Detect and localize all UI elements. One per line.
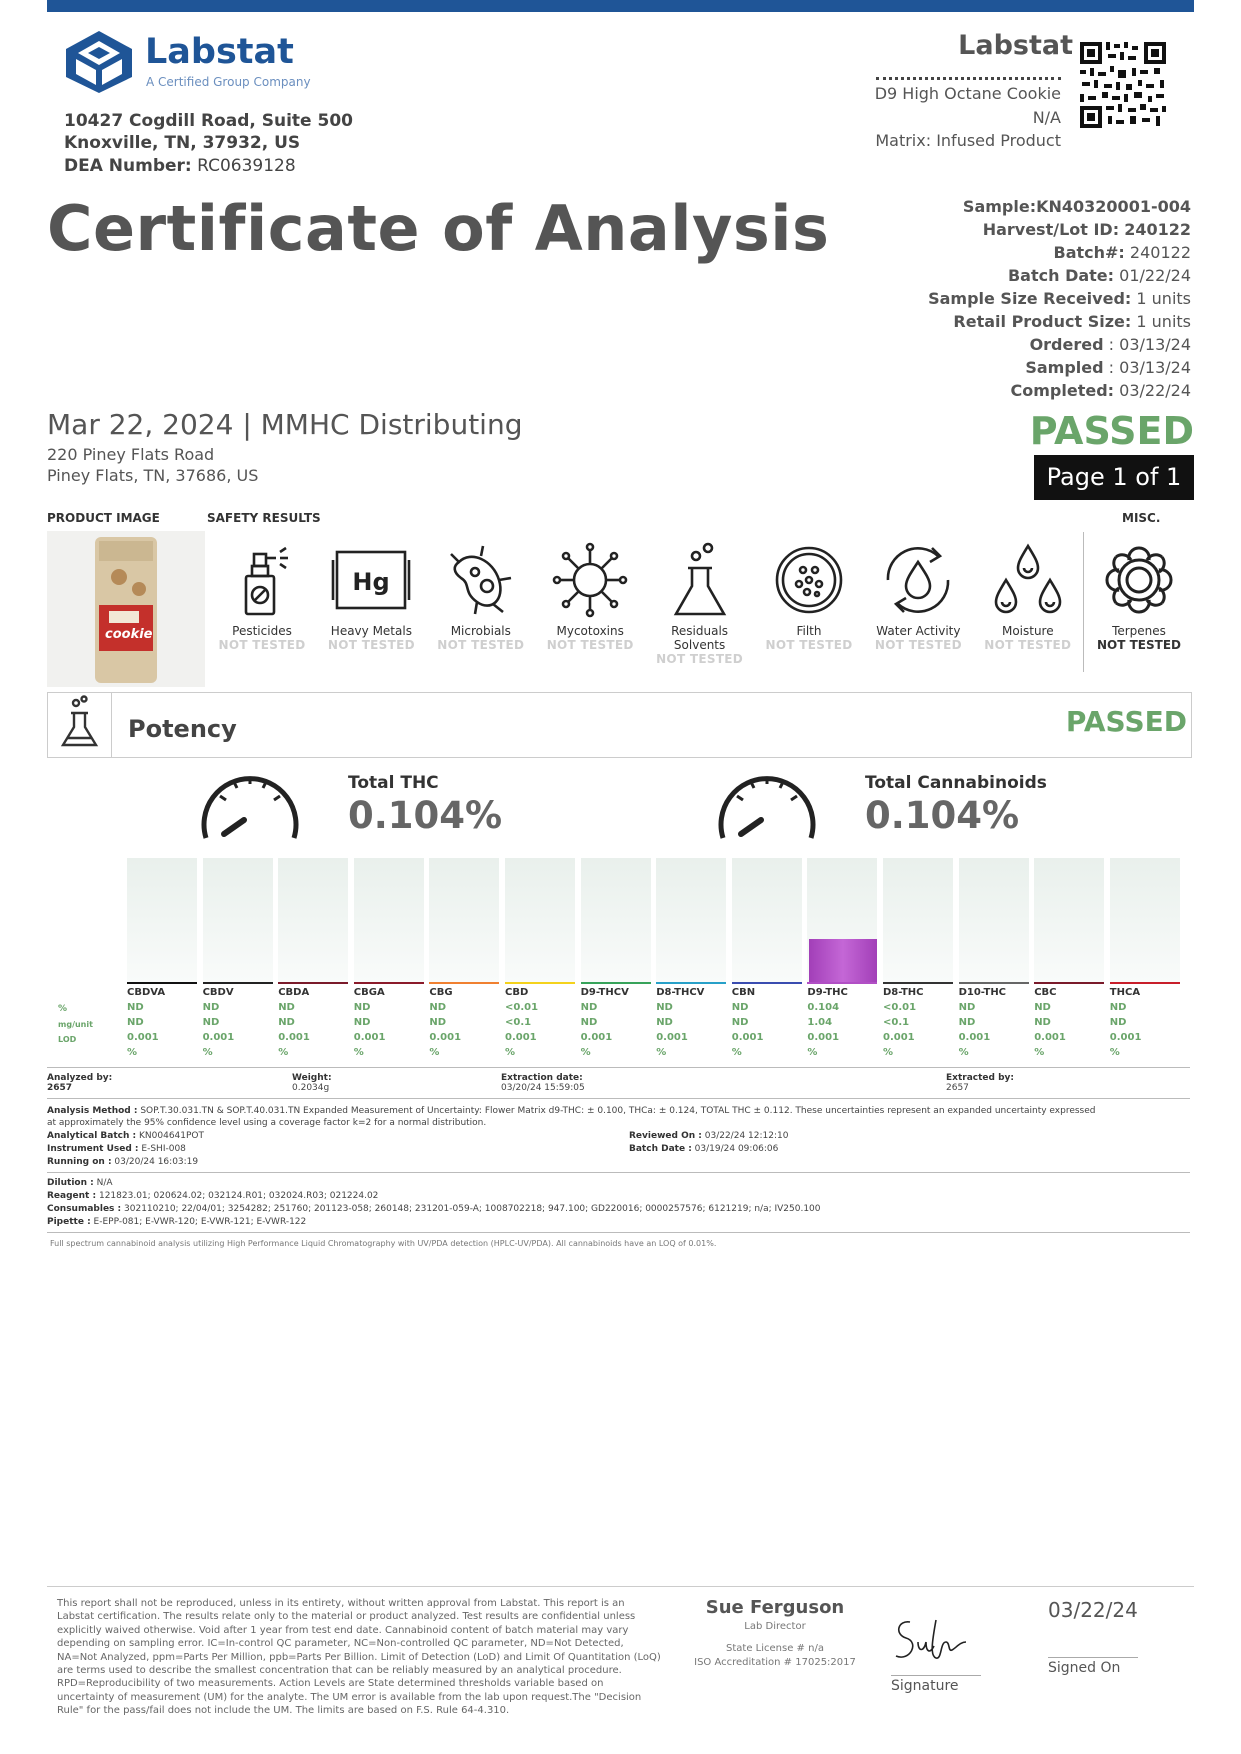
value-lod-unit: % [1034,1047,1045,1058]
lab-tagline: A Certified Group Company [146,75,311,89]
tick-label: CBN [731,987,756,998]
harvest-lot-id: Harvest/Lot ID: 240122 [982,220,1191,239]
value-pct: ND [580,1002,598,1013]
terpenes-status: NOT TESTED [1097,638,1181,652]
value-lod: 0.001 [505,1032,537,1043]
extracted-by: Extracted by: 2657 [946,1073,1014,1093]
value-lod-unit: % [958,1047,969,1058]
bar-background [505,858,575,982]
safety-result-pesticides [208,540,316,652]
value-mg: <0.1 [883,1017,910,1028]
tick-label: D9-THC [807,987,848,998]
safety-status: NOT TESTED [874,638,962,652]
potency-label: Potency [128,715,237,743]
bar-background [127,858,197,982]
safety-result-residuals-solvents [646,540,754,666]
bar-background [278,858,348,982]
bar-background [656,858,726,982]
lab-address-line2: Knoxville, TN, 37932, US [64,133,301,153]
bar-background [429,858,499,982]
bar-baseline [278,982,348,984]
footer-disclaimer: This report shall not be reproduced, unless in its entirety, without written approval from Labstat. This report is an Labstat certification. The results relate only to the material or product analyzed. Test results are confidential unless explicitly waived otherwise. Void after 1 year from test end date. Cannabinoid content of batch material may vary depending on sampling error. IC=In-control QC parameter, NC=Non-controlled QC parameter, ND=Not Detected, NA=Not Analyzed, ppm=Parts Per Million, ppb=Parts Per Billion. Limit of Detection (LoD) and Limit Of Quantitation (LoQ) are terms used to describe the smallest concentration that can be reliably measured by an analytical procedure. RPD=Reproducibility of two measurements. Action Levels are State determined thresholds variable based on uncertainty of measurement (UM) for the analyte. The UM error is available from the lab upon request.The "Decision Rule" for the pass/fail does not include the UM. The limits are based on F.S. Rule 64-4.310. [57,1598,661,1717]
value-pct: ND [429,1002,447,1013]
product-image [47,531,205,687]
method-batch-date: Batch Date : 03/19/24 09:06:06 [629,1144,779,1154]
total-cannabinoids-value: 0.104% [865,794,1020,837]
bar-background [354,858,424,982]
running-on: Running on : 03/20/24 16:03:19 [47,1157,199,1167]
sample-size: Sample Size Received: 1 units [928,289,1191,308]
total-thc-label: Total THC [348,773,439,793]
value-mg: ND [278,1017,295,1028]
safety-name: Mycotoxins [556,624,624,638]
analysis-method: Analysis Method : SOP.T.30.031.TN & SOP.T.40.031.TN Expanded Measurement of Uncertainty: Flower Matrix d9-THC: ± 0.100, THCa: ± 0.124, TOTAL THC ± 0.112. These uncertainties represent an expanded uncertainty expressed at approximately the 95% confidence level using a coverage factor k=2 for a normal distribution. [47,1106,1096,1128]
flask-icon [660,540,740,620]
handwritten-signature [890,1612,970,1668]
value-mg: ND [429,1017,447,1028]
value-mg: ND [127,1017,144,1028]
signer-name: Sue Ferguson [705,1597,845,1618]
batch-number: Batch#: 240122 [1053,243,1191,262]
safety-name: Microbials [450,624,511,638]
value-mg: <0.1 [505,1017,532,1028]
safety-status: NOT TESTED [546,638,634,652]
row-label-pct: % [58,1004,68,1014]
bar-baseline [581,982,651,984]
total-cannabinoids-gauge-icon [715,766,819,846]
bar-baseline [883,982,953,984]
safety-result-microbials [427,540,535,652]
value-lod: 0.001 [353,1032,386,1043]
tick-label: CBGA [353,987,385,998]
bar-baseline [505,982,575,984]
virus-icon [550,540,630,620]
safety-name: Heavy Metals [330,624,412,638]
value-lod: 0.001 [127,1032,159,1043]
value-lod-unit: % [580,1047,591,1058]
value-mg: ND [731,1017,749,1028]
potency-status: PASSED [1065,705,1187,738]
value-lod: 0.001 [958,1032,991,1043]
tick-label: CBDVA [127,987,166,998]
reagent: Reagent : 121823.01; 020624.02; 032124.R01; 032024.R03; 021224.02 [47,1191,379,1201]
potency-header [47,692,1192,758]
state-license: State License # n/a [726,1643,824,1654]
bar-baseline [732,982,802,984]
value-lod-unit: % [505,1047,516,1058]
petri-dish-icon [769,540,849,620]
reviewed-on: Reviewed On : 03/22/24 12:12:10 [629,1131,789,1141]
value-lod-unit: % [429,1047,440,1058]
cookie-package-icon [47,531,205,687]
footer-divider [47,1586,1194,1587]
value-pct: ND [958,1002,976,1013]
tick-label: CBD [505,987,529,998]
top-accent-bar [47,0,1194,12]
value-pct: ND [353,1002,371,1013]
value-mg: ND [353,1017,371,1028]
bar-baseline [127,982,197,984]
signature-line [891,1675,981,1676]
extraction-date: Extraction date: 03/20/24 15:59:05 [501,1073,585,1093]
bar-baseline [807,982,877,984]
bar-background [581,858,651,982]
analytical-batch: Analytical Batch : KN004641POT [47,1131,204,1141]
value-pct: <0.01 [883,1002,917,1013]
value-pct: ND [127,1002,144,1013]
tick-label: CBG [429,987,453,998]
bar-baseline [1034,982,1104,984]
value-pct: ND [202,1002,220,1013]
value-lod: 0.001 [429,1032,462,1043]
tick-label: D8-THC [883,987,924,998]
value-lod: 0.001 [656,1032,688,1043]
tick-label: CBDA [278,987,310,998]
labstat-logo-icon [62,29,136,95]
value-lod: 0.001 [580,1032,613,1043]
signer-title: Lab Director [744,1621,806,1632]
page-indicator: Page 1 of 1 [1034,455,1194,500]
safety-name: Moisture [1001,624,1054,638]
value-lod: 0.001 [731,1032,764,1043]
value-pct: ND [278,1002,295,1013]
tick-label: D10-THC [958,987,1007,998]
bar-baseline [429,982,499,984]
value-mg: ND [656,1017,673,1028]
misc-divider [1083,532,1084,672]
page-title: Certificate of Analysis [47,192,830,265]
row-label-mg: mg/unit [58,1020,93,1029]
value-lod: 0.001 [278,1032,310,1043]
analyzed-by: Analyzed by: 2657 [47,1073,113,1093]
tick-label: THCA [1109,987,1141,998]
microbe-icon [441,540,521,620]
value-pct: ND [1034,1002,1051,1013]
water-drop-icon [878,540,958,620]
overall-status-badge: PASSED [1029,409,1194,453]
product-image-label: PRODUCT IMAGE [47,511,160,525]
value-mg: ND [1034,1017,1051,1028]
product-na: N/A [1032,108,1061,127]
value-pct: 0.104 [807,1002,840,1013]
safety-result-water-activity [864,540,972,652]
safety-name: Water Activity [876,624,961,638]
weight: Weight: 0.2034g [292,1073,332,1093]
value-lod: 0.001 [807,1032,840,1043]
total-thc-value: 0.104% [348,794,503,837]
client-date-name: Mar 22, 2024 | MMHC Distributing [47,408,523,441]
safety-name: Residuals Solvents [671,624,729,652]
svg-text:Hg: Hg [352,568,391,596]
value-mg: ND [958,1017,976,1028]
batch-date: Batch Date: 01/22/24 [1007,266,1191,285]
lab-name: Labstat [145,32,294,72]
product-name: D9 High Octane Cookie [874,84,1061,103]
bar-baseline [354,982,424,984]
safety-status: NOT TESTED [984,638,1072,652]
signed-on-line [1048,1657,1138,1658]
lab-address-line1: 10427 Cogdill Road, Suite 500 [64,111,353,131]
product-matrix: Matrix: Infused Product [875,131,1061,150]
safety-name: Pesticides [232,624,292,638]
bar-background [883,858,953,982]
method-note: Full spectrum cannabinoid analysis utilizing High Performance Liquid Chromatography with UV/PDA detection (HPLC-UV/PDA). All cannabinoids have an LOQ of 0.01%. [50,1239,717,1248]
signature-label: Signature [891,1678,959,1694]
tick-label: D9-THCV [580,987,629,998]
completed-date: Completed: 03/22/24 [1010,381,1191,400]
bar-background [203,858,273,982]
value-lod-unit: % [1109,1047,1120,1058]
value-lod-unit: % [202,1047,213,1058]
client-address-line1: 220 Piney Flats Road [47,445,215,464]
pipette: Pipette : E-EPP-081; E-VWR-120; E-VWR-121; E-VWR-122 [47,1217,307,1227]
signed-on-label: Signed On [1048,1660,1121,1676]
terpenes-result [1085,540,1193,652]
consumables: Consumables : 302110210; 22/04/01; 3254282; 251760; 201123-058; 260148; 231201-059-A; 1008702218; 947.100; GD220016; 0000257576; 6121219; n/a; IV250.100 [47,1204,821,1214]
safety-result-heavy-metals [317,540,425,652]
safety-status: NOT TESTED [765,638,853,652]
value-mg: ND [202,1017,220,1028]
value-lod: 0.001 [1034,1032,1066,1043]
value-lod: 0.001 [1109,1032,1142,1043]
value-lod: 0.001 [883,1032,915,1043]
signed-date: 03/22/24 [1048,1598,1138,1622]
bar-d9-thc [809,939,877,982]
potency-icon-box [48,693,112,757]
bar-background [1034,858,1104,982]
bar-baseline [656,982,726,984]
safety-status: NOT TESTED [437,638,525,652]
value-pct: <0.01 [505,1002,539,1013]
safety-result-moisture [974,540,1082,652]
value-mg: ND [1109,1017,1127,1028]
value-lod-unit: % [353,1047,364,1058]
dilution: Dilution : N/A [47,1178,113,1188]
safety-name: Filth [796,624,822,638]
product-image-text: cookie [105,627,153,642]
safety-result-filth [755,540,863,652]
bar-background [1110,858,1180,982]
sample-id: Sample:KN40320001-004 [962,197,1191,216]
value-lod-unit: % [807,1047,818,1058]
misc-label: MISC. [1122,511,1161,525]
value-lod-unit: % [883,1047,894,1058]
value-lod: 0.001 [202,1032,235,1043]
tick-label: D8-THCV [656,987,705,998]
product-lab-name: Labstat [958,30,1073,61]
spray-bottle-icon [222,540,302,620]
total-thc-gauge-icon [198,766,302,846]
dotted-divider [876,77,1061,80]
tick-label: CBDV [202,987,234,998]
value-mg: ND [580,1017,598,1028]
hg-icon [331,540,411,620]
safety-result-mycotoxins [536,540,644,652]
divider-line [47,1172,1190,1173]
value-lod-unit: % [731,1047,742,1058]
bar-background [732,858,802,982]
value-mg: 1.04 [807,1017,833,1028]
ordered-date: Ordered : 03/13/24 [1029,335,1191,354]
bar-background [959,858,1029,982]
instrument-used: Instrument Used : E-SHI-008 [47,1144,186,1154]
value-pct: ND [731,1002,749,1013]
retail-size: Retail Product Size: 1 units [953,312,1191,331]
value-lod-unit: % [656,1047,667,1058]
value-lod-unit: % [278,1047,289,1058]
bar-baseline [203,982,273,984]
tick-label: CBC [1034,987,1057,998]
divider-line [47,1232,1190,1233]
value-pct: ND [1109,1002,1127,1013]
dea-number: DEA Number: RC0639128 [64,156,296,176]
bar-baseline [959,982,1029,984]
safety-status: NOT TESTED [218,638,306,652]
divider-line [47,1098,1190,1099]
value-lod-unit: % [127,1047,138,1058]
safety-status: NOT TESTED [327,638,415,652]
value-pct: ND [656,1002,673,1013]
flask-icon [48,693,111,757]
client-address-line2: Piney Flats, TN, 37686, US [47,466,259,485]
sampled-date: Sampled : 03/13/24 [1025,358,1191,377]
iso-accreditation: ISO Accreditation # 17025:2017 [694,1657,856,1668]
divider-line [47,1067,1190,1068]
safety-status: NOT TESTED [656,652,744,666]
flower-icon [1099,540,1179,620]
total-cannabinoids-label: Total Cannabinoids [865,773,1047,793]
qr-code-icon [1078,40,1168,130]
row-label-lod: LOD [58,1035,77,1044]
bar-baseline [1110,982,1180,984]
droplets-icon [988,540,1068,620]
safety-results-label: SAFETY RESULTS [207,511,321,525]
terpenes-name: Terpenes [1112,624,1166,638]
